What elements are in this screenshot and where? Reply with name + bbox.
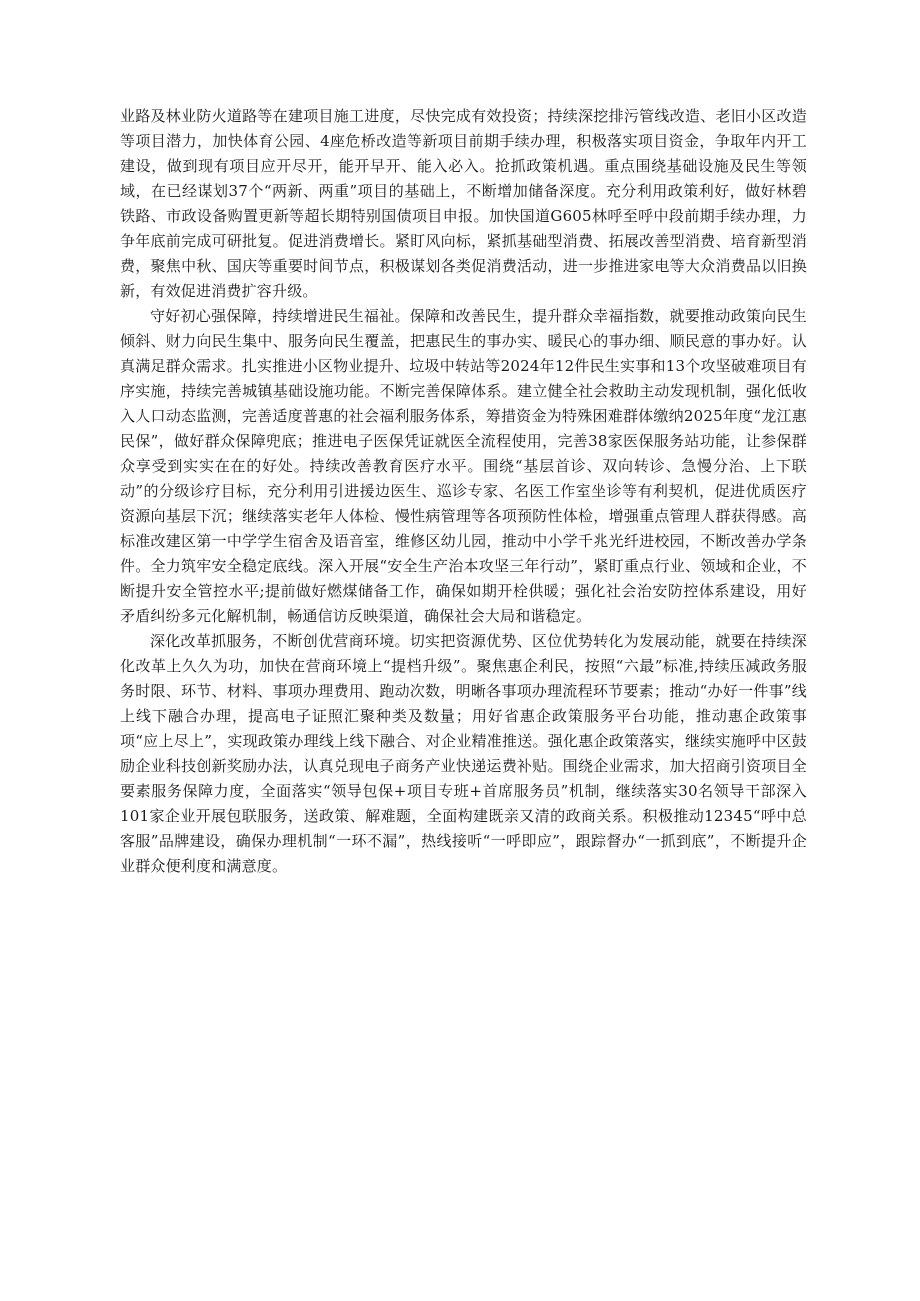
paragraph-livelihood: 守好初心强保障，持续增进民生福祉。保障和改善民生，提升群众幸福指数，就要推动政策向民生倾斜、财力向民生集中、服务向民生覆盖，把惠民生的事办实、暖民心的事办细、顺民意的事办好。认真满足群众需求。扎实推进小区物业提升、垃圾中转站等2024年12件民生实事和13个攻坚破难项目有序实施，持续完善城镇基础设施功能。不断完善保障体系。建立健全社会救助主动发现机制，强化低收入人口动态监测，完善适度普惠的社会福利服务体系，筹措资金为特殊困难群体缴纳2025年度“龙江惠民保”，做好群众保障兜底；推进电子医保凭证就医全流程使用，完善38家医保服务站功能，让参保群众享受到实实在在的好处。持续改善教育医疗水平。围绕“基层首诊、双向转诊、急慢分治、上下联动”的分级诊疗目标，充分利用引进援边医生、巡诊专家、名医工作室坐诊等有利契机，促进优质医疗资源向基层下沉；继续落实老年人体检、慢性病管理等各项预防性体检，增强重点管理人群获得感。高标准改建区第一中学学生宿舍及语音室，维修区幼儿园，推动中小学千兆光纤进校园，不断改善办学条件。全力筑牢安全稳定底线。深入开展“安全生产治本攻坚三年行动”，紧盯重点行业、领域和企业，不断提升安全管控水平;提前做好燃煤储备工作，确保如期开栓供暖；强化社会治安防控体系建设，用好矛盾纠纷多元化解机制，畅通信访反映渠道，确保社会大局和谐稳定。 <box>120 307 807 625</box>
paragraph-investment: 业路及林业防火道路等在建项目施工进度，尽快完成有效投资；持续深挖排污管线改造、老旧小区改造等项目潜力，加快体育公园、4座危桥改造等新项目前期手续办理，积极落实项目资金，争取年内开工建设，做到现有项目应开尽开，能开早开、能入必入。抢抓政策机遇。重点围绕基础设施及民生等领域，在已经谋划37个“两新、两重”项目的基础上，不断增加储备深度。充分利用政策利好，做好林碧铁路、市政设备购置更新等超长期特别国债项目申报。加快国道G605林呼至呼中段前期手续办理，力争年底前完成可研批复。促进消费增长。紧盯风向标，紧抓基础型消费、拓展改善型消费、培育新型消费，聚焦中秋、国庆等重要时间节点，积极谋划各类促消费活动，进一步推进家电等大众消费品以旧换新，有效促进消费扩容升级。 <box>120 107 807 300</box>
document-body <box>120 104 807 879</box>
paragraph-business-environment: 深化改革抓服务，不断创优营商环境。切实把资源优势、区位优势转化为发展动能，就要在持续深化改革上久久为功，加快在营商环境上“提档升级”。聚焦惠企利民，按照“六最”标准,持续压减政务服务时限、环节、材料、事项办理费用、跑动次数，明晰各事项办理流程环节要素；推动“办好一件事”线上线下融合办理，提高电子证照汇聚种类及数量；用好省惠企政策服务平台功能，推动惠企政策事项“应上尽上”，实现政策办理线上线下融合、对企业精准推送。强化惠企政策落实，继续实施呼中区鼓励企业科技创新奖励办法，认真兑现电子商务产业快递运费补贴。围绕企业需求，加大招商引资项目全要素服务保障力度，全面落实“领导包保+项目专班+首席服务员”机制，继续落实30名领导干部深入101家企业开展包联服务，送政策、解难题，全面构建既亲又清的政商关系。积极推动12345“呼中总客服”品牌建设，确保办理机制“一环不漏”，热线接听“一呼即应”，跟踪督办“一抓到底”，不断提升企业群众便利度和满意度。 <box>120 632 807 875</box>
